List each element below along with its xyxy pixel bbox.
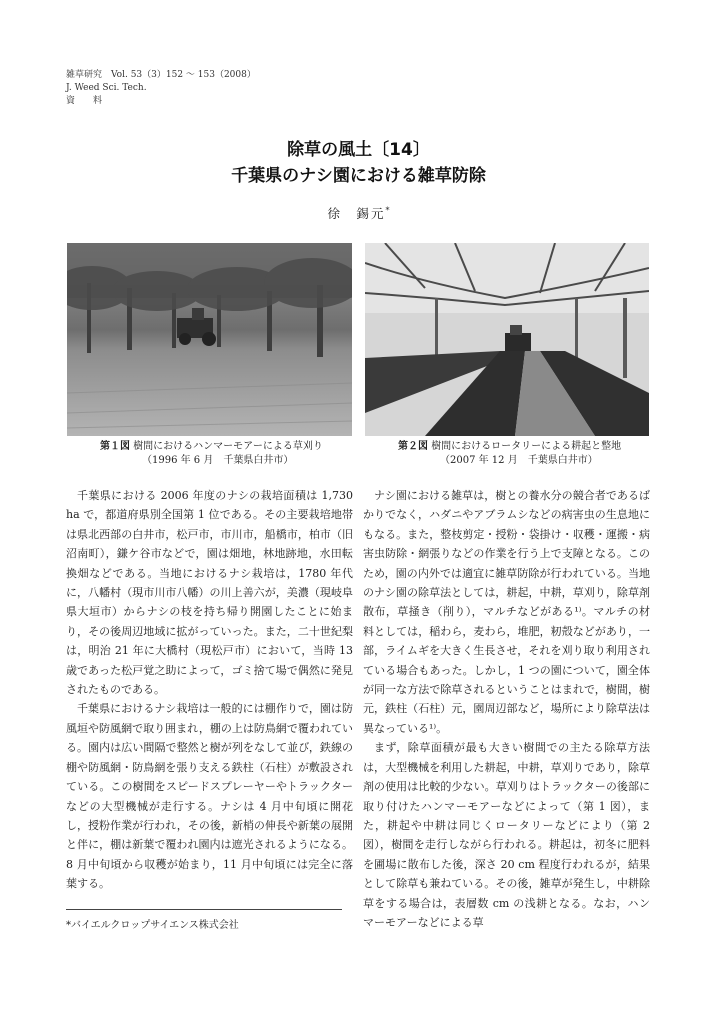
- paragraph: ナシ園における雑草は，樹との養水分の競合者であるばかりでなく，ハダニやアブラムシなどの病害虫の生息地にもなる。また，整枝剪定・授粉・袋掛け・収穫・運搬・病害虫防除・網張りなどの作業を行う上で支障となる。このため，園の内外では適宜に雑草防除が行われている。当地のナシ園の除草法としては，耕起，中耕，草刈り，除草剤散布，草掻き（削り），マルチなどがある¹⁾。マルチの材料としては，稲わら，麦わら，堆肥，籾殻などがあり，一部，ライムギを大きく生長させ，それを刈り取り利用されている場合もあった。しかし，1 つの園について，園全体が同一な方法で除草されるということはまれで，樹間，樹元，鉄柱（石柱）元，園周辺部など，場所により除草法は異なっている¹⁾。: [363, 489, 650, 735]
- figure-2-caption-text: 樹間におけるロータリーによる耕起と整地: [431, 441, 622, 452]
- article-subtitle: 千葉県のナシ園における雑草防除: [231, 166, 486, 186]
- figure-2-label: 第２図: [398, 441, 428, 452]
- figure-2-photo: [365, 243, 649, 436]
- paragraph: まず，除草面積が最も大きい樹間での主たる除草方法は，大型機械を利用した耕起，中耕，草刈りであり，除草剤の使用は比較的少ない。草刈りはトラックターの後部に取り付けたハンマーモアーなどによって（第 1 図），また，耕起や中耕は同じくロータリーなどにより（第 2 図），樹間を走行しながら行われる。耕起は，初冬に肥料を圃場に散布した後，深さ 20 cm 程度行われるが，結果として除草も兼ねている。その後，雑草が発生し，中耕除草をする場合は，表層数 cm の浅耕となる。なお，ハンマーモアーなどによる草: [363, 741, 650, 929]
- body-column-left: [66, 486, 353, 894]
- journal-citation: 雑草研究 Vol. 53（3）152 ～ 153（2008）: [66, 70, 256, 80]
- journal-english-name: J. Weed Sci. Tech.: [66, 83, 147, 93]
- figure-2-caption-date: （2007 年 12 月 千葉県白井市）: [440, 455, 598, 466]
- figure-1-photo: [67, 243, 352, 436]
- figure-1-caption: [100, 440, 350, 468]
- paragraph: 千葉県における 2006 年度のナシの栽培面積は 1,730 ha で，都道府県別全国第 1 位である。その主要栽培地帯は県北西部の白井市，松戸市，市川市，船橋市，柏市（旧沼南町），鎌ケ谷市などで，園は畑地，林地跡地，水田転換畑などである。当地におけるナシ栽培は，1780 年代に，八幡村（現市川市八幡）の川上善六が，美濃（現岐阜県大垣市）からナシの枝を持ち帰り開園したことに始まり，その後周辺地域に拡がっていった。また，二十世紀梨は，明治 21 年に大橋村（現松戸市）において，当時 13 歳であった松戸覚之助によって，ゴミ捨て場で偶然に発見されたものである。: [66, 489, 353, 697]
- journal-header: [66, 69, 256, 108]
- article-title: 除草の風土〔14〕: [287, 140, 430, 160]
- figure-1-label: 第１図: [100, 441, 130, 452]
- figure-1-caption-text: 樹間におけるハンマーモアーによる草刈り: [133, 441, 323, 452]
- body-column-right: [363, 486, 650, 932]
- footnote-divider: [66, 909, 342, 910]
- section-label: 資 料: [66, 96, 103, 106]
- author: [0, 204, 717, 222]
- figure-2-caption: [398, 440, 648, 468]
- author-name: 徐 錫元: [327, 206, 386, 221]
- affiliation-footnote: *バイエルクロップサイエンス株式会社: [66, 920, 239, 931]
- figure-1-caption-date: （1996 年 6 月 千葉県白井市）: [142, 455, 294, 466]
- paragraph: 千葉県におけるナシ栽培は一般的には棚作りで，園は防風垣や防風網で取り囲まれ，棚の上は防鳥網で覆われている。園内は広い間隔で整然と樹が列をなして並び，鉄線の棚や防風網・防鳥網を張り支える鉄柱（石柱）が敷設されている。この樹間をスピードスプレーヤーやトラックターなどの大型機械が走行する。ナシは 4 月中旬頃に開花し，授粉作業が行われ，その後，新梢の伸長や新葉の展開と伴に，棚は新葉で覆われ園内は遮光されるようになる。8 月中旬頃から収穫が始まり，11 月中旬頃には完全に落葉する。: [66, 702, 353, 891]
- author-footnote-mark: *: [385, 205, 390, 215]
